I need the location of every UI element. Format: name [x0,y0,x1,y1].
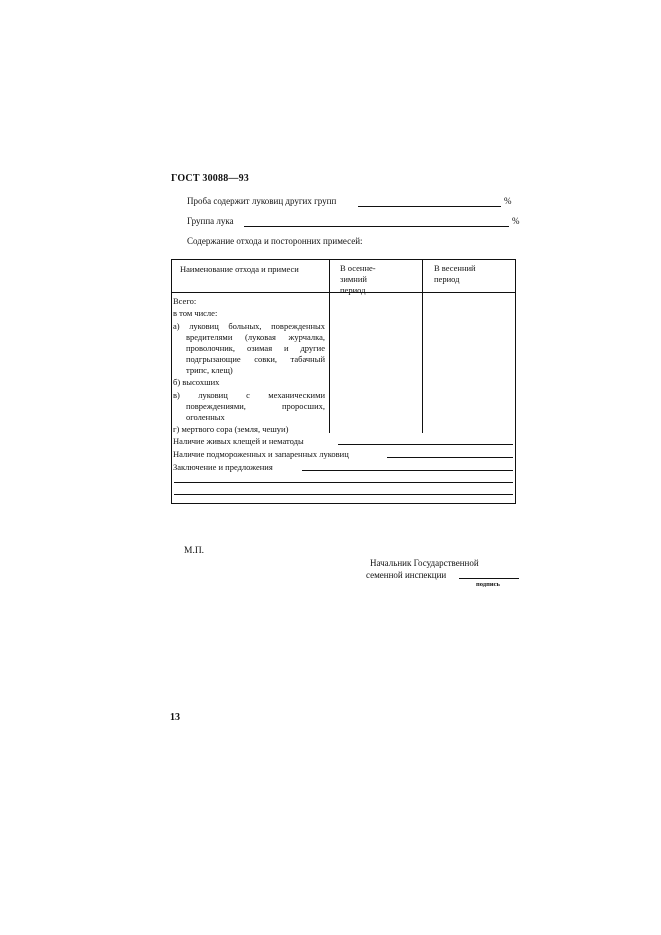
row-a-line-5: трипс, клещ) [186,365,233,375]
sample-other-groups-unit: % [504,196,512,206]
footer-frozen-label: Наличие подмороженных и запаренных луковиц [173,449,349,459]
row-a-line-1: а) луковиц больных, поврежденных [173,321,325,331]
footer-conclusion-fill-line-2[interactable] [174,482,513,483]
signature-caption: подпись [476,581,500,588]
header-spring-1: В весенний [434,263,476,273]
table-column-divider-1 [329,259,330,433]
row-v-line-3: оголенных [186,412,225,422]
footer-conclusion-label: Заключение и предложения [173,462,273,472]
header-autumn-winter-2: зимний [340,274,367,284]
onion-group-unit: % [512,216,520,226]
row-v-line-2: повреждениями, проросших, [186,401,325,411]
row-a-line-2: вредителями (луковая журчалка, [186,332,325,342]
row-a-line-3: проволочник, озимая и другие [186,343,325,353]
row-b: б) высохших [173,377,220,387]
header-name: Наименование отхода и примеси [180,264,299,274]
waste-content-label: Содержание отхода и посторонних примесей: [187,236,363,246]
footer-conclusion-fill-line-1[interactable] [302,470,513,471]
signature-fill-line[interactable] [459,578,519,579]
page-number: 13 [170,712,180,723]
footer-conclusion-fill-line-3[interactable] [174,494,513,495]
table-column-divider-2 [422,259,423,433]
signature-title-line-2: семенной инспекции [366,570,447,580]
row-v-line-1: в) луковиц с механическими [173,390,325,400]
row-total: Всего: [173,296,197,306]
row-a-line-4: подгрызающие совки, табачный [186,354,325,364]
stamp-label: М.П. [184,546,205,556]
footer-frozen-fill-line[interactable] [387,457,513,458]
row-g: г) мертвого сора (земля, чешуи) [173,424,289,434]
signature-title-line-1: Начальник Государственной [370,558,479,568]
sample-other-groups-label: Проба содержит луковиц других групп [187,196,337,206]
onion-group-fill-line[interactable] [244,226,509,227]
onion-group-label: Группа лука [187,216,234,226]
footer-mites-fill-line[interactable] [338,444,513,445]
sample-other-groups-fill-line[interactable] [358,206,501,207]
header-autumn-winter-3: период [340,285,366,295]
document-standard-id: ГОСТ 30088—93 [171,173,250,184]
header-spring-2: период [434,274,460,284]
row-including: в том числе: [173,308,218,318]
header-autumn-winter-1: В осенне- [340,263,376,273]
footer-mites-label: Наличие живых клещей и нематоды [173,436,304,446]
